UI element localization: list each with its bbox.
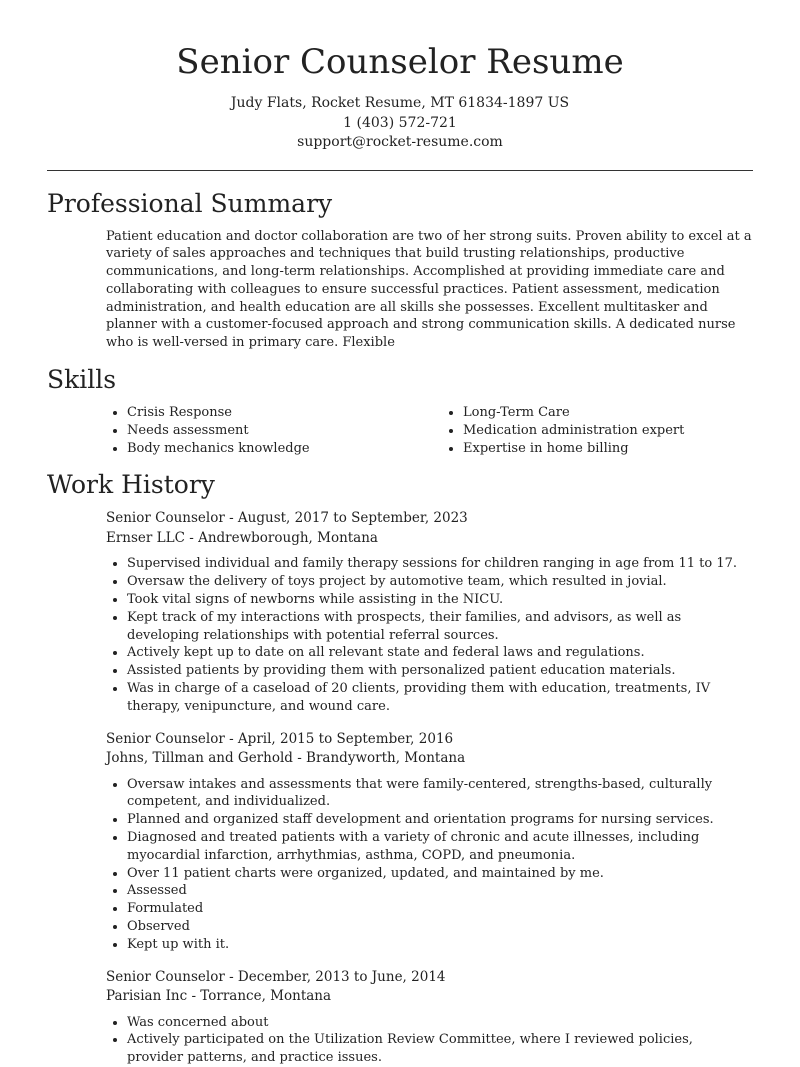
skill-item: • Medication administration expert xyxy=(463,422,782,440)
skills-grid xyxy=(0,404,800,457)
job-bullet: • Assisted patients by providing them with personalized patient education materials. xyxy=(127,662,752,680)
skill-item: • Body mechanics knowledge xyxy=(127,440,446,458)
job-bullet: • Observed xyxy=(127,918,752,936)
job-bullet: • Oversaw intakes and assessments that were family-centered, strengths-based, culturally competent, and individualized. xyxy=(127,776,752,812)
job-bullet: • Actively participated on the Utilization Review Committee, where I reviewed policies, provider patterns, and practice issues. xyxy=(127,1031,752,1067)
job-bullet: • Assessed xyxy=(127,882,752,900)
job-bullet: • Oversaw the delivery of toys project by automotive team, which resulted in jovial. xyxy=(127,573,752,591)
skill-item: • Expertise in home billing xyxy=(463,440,782,458)
job-company-line: Johns, Tillman and Gerhold - Brandyworth, Montana xyxy=(106,750,466,767)
work-history-heading: Work History xyxy=(47,470,215,500)
contact-phone: 1 (403) 572-721 xyxy=(343,114,457,131)
summary-text: Patient education and doctor collaboration are two of her strong suits. Proven ability to excel at a variety of sales approaches and techniques that build trusting relationships, productive communications, and long-term relationships. Accomplished at providing immediate care and collaborating with colleagues to ensure successful practices. Patient assessment, medication administration, and health education are all skills she possesses. Excellent multitasker and planner with a customer-focused approach and strong communication skills. A dedicated nurse who is well-versed in primary care. Flexible xyxy=(106,228,752,351)
job-bullet: • Formulated xyxy=(127,900,752,918)
contact-address: Judy Flats, Rocket Resume, MT 61834-1897 US xyxy=(230,95,570,111)
job-bullet: • Over 11 patient charts were organized, updated, and maintained by me. xyxy=(127,865,752,883)
job-title-line: Senior Counselor - December, 2013 to June, 2014 xyxy=(106,968,446,985)
skill-item: • Long-Term Care xyxy=(463,404,782,422)
resume-title: Senior Counselor Resume xyxy=(176,42,624,82)
job-company-line: Parisian Inc - Torrance, Montana xyxy=(106,988,332,1005)
job-bullets xyxy=(106,1014,752,1067)
skill-item: • Needs assessment xyxy=(127,422,446,440)
job-bullet: • Planned and organized staff development and orientation programs for nursing services. xyxy=(127,811,752,829)
skill-item: • Crisis Response xyxy=(127,404,446,422)
job-bullet: • Kept up with it. xyxy=(127,936,752,954)
job-entry xyxy=(0,730,800,954)
skills-heading: Skills xyxy=(47,365,117,395)
job-bullets xyxy=(106,555,752,715)
summary-heading: Professional Summary xyxy=(47,188,333,218)
skills-column-right xyxy=(446,404,782,457)
job-bullets xyxy=(106,776,752,954)
job-bullet: • Diagnosed and treated patients with a variety of chronic and acute illnesses, including myocardial infarction, arrhythmias, asthma, COPD, and pneumonia. xyxy=(127,829,752,865)
job-bullet: • Kept track of my interactions with prospects, their families, and advisors, as well as developing relationships with potential referral sources. xyxy=(127,609,752,645)
job-bullet: • Was concerned about xyxy=(127,1014,752,1032)
job-company-line: Ernser LLC - Andrewborough, Montana xyxy=(106,529,378,546)
job-bullet: • Actively kept up to date on all relevant state and federal laws and regulations. xyxy=(127,644,752,662)
job-bullet: • Was in charge of a caseload of 20 clients, providing them with education, treatments, IV therapy, venipuncture, and wound care. xyxy=(127,680,752,716)
job-bullet: • Supervised individual and family therapy sessions for children ranging in age from 11 to 17. xyxy=(127,555,752,573)
job-entry xyxy=(0,509,800,715)
job-entry xyxy=(0,968,800,1067)
resume-header xyxy=(0,0,800,153)
header-divider xyxy=(47,170,753,171)
job-title-line: Senior Counselor - August, 2017 to September, 2023 xyxy=(106,510,468,527)
contact-email: support@rocket-resume.com xyxy=(297,134,503,150)
job-title-line: Senior Counselor - April, 2015 to September, 2016 xyxy=(106,730,454,747)
job-bullet: • Took vital signs of newborns while assisting in the NICU. xyxy=(127,591,752,609)
skills-column-left xyxy=(110,404,446,457)
contact-block xyxy=(0,94,800,153)
